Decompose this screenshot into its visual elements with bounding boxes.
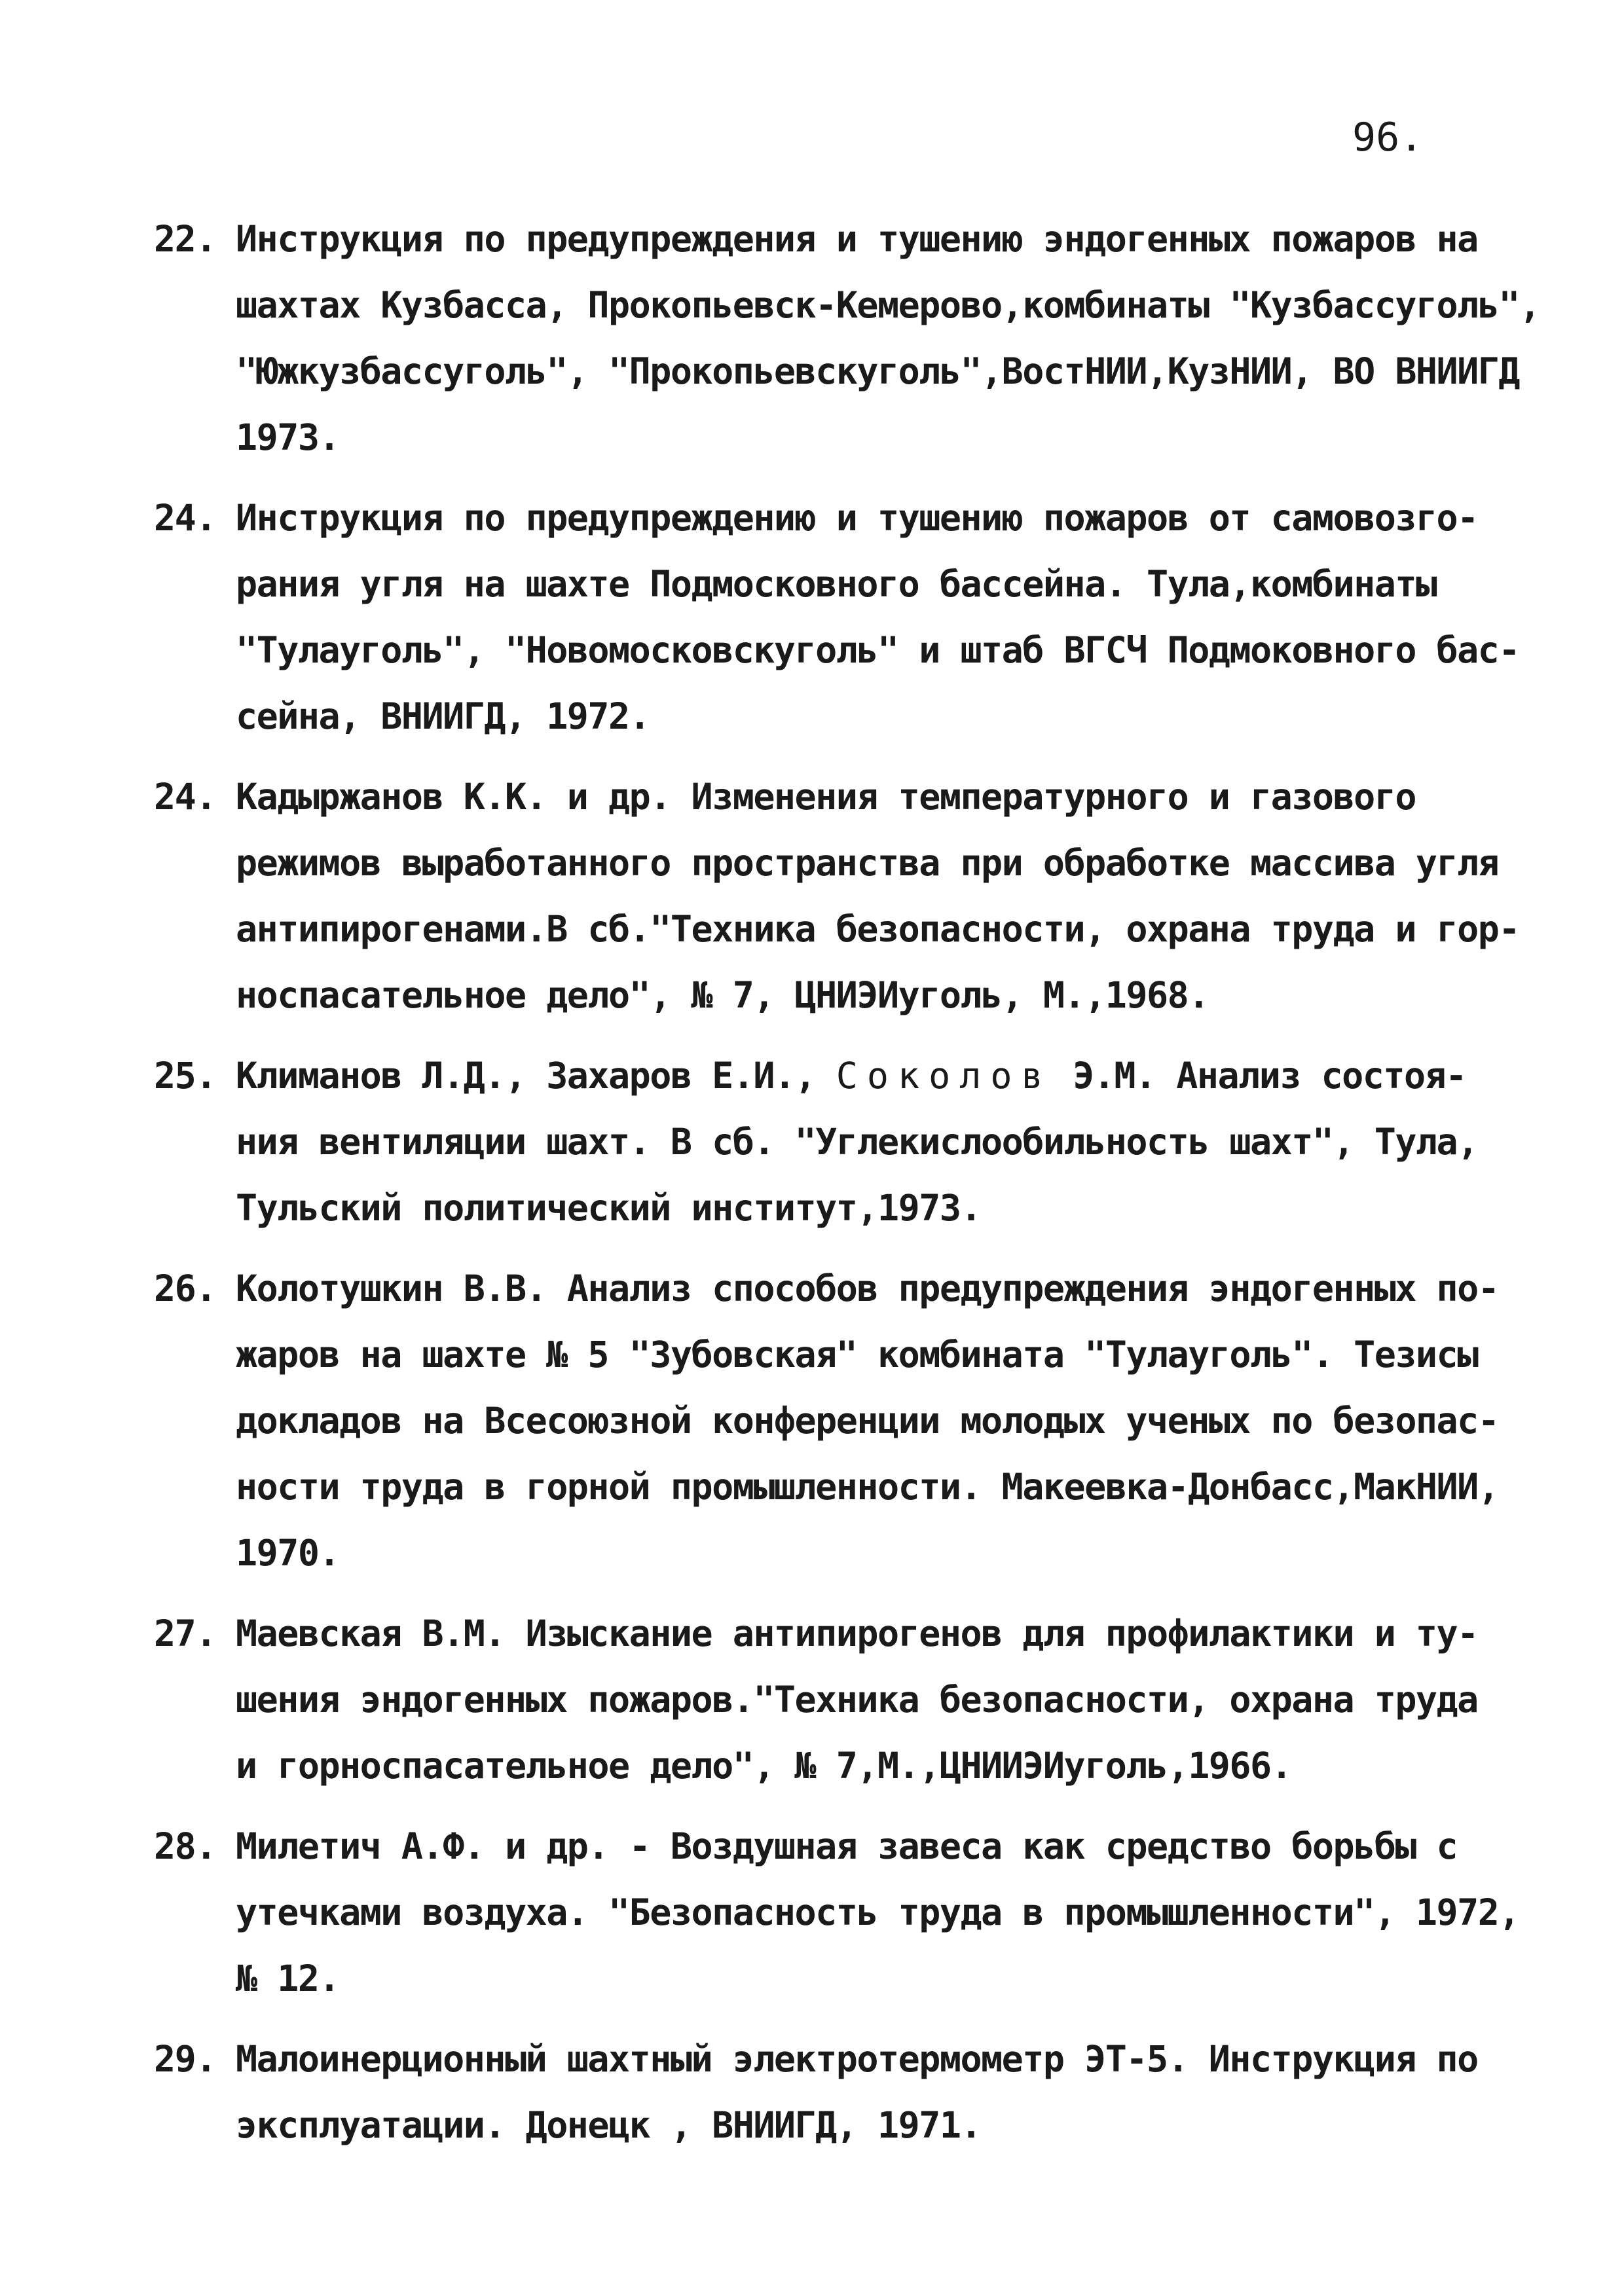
bibliography-entry-22 (154, 206, 1540, 471)
entry-line: шахтах Кузбасса, Прокопьевск-Кемерово,комбинаты "Кузбассуголь", (236, 284, 1540, 326)
entry-number: 28. (154, 1825, 216, 1867)
entry-line: "Южкузбассуголь", "Прокопьевскуголь",ВостНИИ,КузНИИ, ВО ВНИИГД (236, 350, 1519, 392)
entry-line: рания угля на шахте Подмосковного бассейна. Тула,комбинаты (236, 563, 1437, 605)
bibliography-entry-27 (154, 1601, 1503, 1799)
entry-text: Э.М. Анализ состоя- (1052, 1055, 1466, 1097)
entry-line: эксплуатации. Донецк , ВНИИГД, 1971. (236, 2104, 982, 2146)
entry-line (236, 1043, 1503, 1109)
entry-line: антипирогенами.В сб."Техника безопасности, охрана труда и гор- (236, 908, 1519, 950)
entry-number: 26. (154, 1267, 216, 1309)
spaced-author-name: Соколов (836, 1055, 1052, 1097)
bibliography-entry-29 (154, 2026, 1503, 2159)
page-number: 96. (1352, 115, 1424, 160)
entry-line: шения эндогенных пожаров."Техника безопасности, охрана труда (236, 1679, 1478, 1721)
entry-line: ния вентиляции шахт. В сб. "Углекислообильность шахт", Тула, (236, 1121, 1478, 1163)
entry-text: Климанов Л.Д., Захаров Е.И., (236, 1055, 836, 1097)
entry-line: Тульский политический институт,1973. (236, 1187, 982, 1229)
entry-line: Маевская В.М. Изыскание антипирогенов для профилактики и ту- (236, 1613, 1478, 1654)
entry-line: утечками воздуха. "Безопасность труда в промышленности", 1972, (236, 1891, 1519, 1933)
entry-number: 25. (154, 1055, 216, 1097)
bibliography-list (154, 206, 1540, 2173)
entry-number: 27. (154, 1613, 216, 1654)
entry-number: 24. (154, 497, 216, 539)
entry-line: сейна, ВНИИГД, 1972. (236, 695, 650, 737)
entry-line: 1973. (236, 416, 340, 458)
entry-line: № 12. (236, 1958, 340, 1999)
entry-line: 1970. (236, 1532, 340, 1574)
bibliography-entry-25 (154, 1043, 1503, 1241)
entry-number: 24. (154, 776, 216, 818)
entry-line: Кадыржанов К.К. и др. Изменения температурного и газового (236, 776, 1416, 818)
entry-line: ности труда в горной промышленности. Макеевка-Донбасс,МакНИИ, (236, 1466, 1499, 1508)
entry-line: носпасательное дело", № 7, ЦНИЭИуголь, М.,1968. (236, 974, 1209, 1016)
entry-number: 22. (154, 218, 216, 260)
entry-line: Малоинерционный шахтный электротермометр ЭТ-5. Инструкция по (236, 2038, 1478, 2080)
bibliography-entry-28 (154, 1813, 1519, 2012)
bibliography-entry-26 (154, 1256, 1503, 1586)
bibliography-entry-24b (154, 764, 1519, 1029)
entry-line: Инструкция по предупреждения и тушению эндогенных пожаров на (236, 218, 1478, 260)
entry-line: Инструкция по предупреждению и тушению пожаров от самовозго- (236, 497, 1478, 539)
bibliography-entry-24a (154, 485, 1519, 750)
entry-line: режимов выработанного пространства при обработке массива угля (236, 842, 1499, 884)
entry-number: 29. (154, 2038, 216, 2080)
entry-line: Милетич А.Ф. и др. - Воздушная завеса как средство борьбы с (236, 1825, 1458, 1867)
entry-line: "Тулауголь", "Новомосковскуголь" и штаб ВГСЧ Подмоковного бас- (236, 629, 1519, 671)
entry-line: и горноспасательное дело", № 7,М.,ЦНИИЭИуголь,1966. (236, 1745, 1292, 1787)
entry-line: жаров на шахте № 5 "Зубовская" комбината "Тулауголь". Тезисы (236, 1334, 1478, 1376)
entry-line: Колотушкин В.В. Анализ способов предупреждения эндогенных по- (236, 1267, 1499, 1309)
entry-line: докладов на Всесоюзной конференции молодых ученых по безопас- (236, 1400, 1499, 1442)
